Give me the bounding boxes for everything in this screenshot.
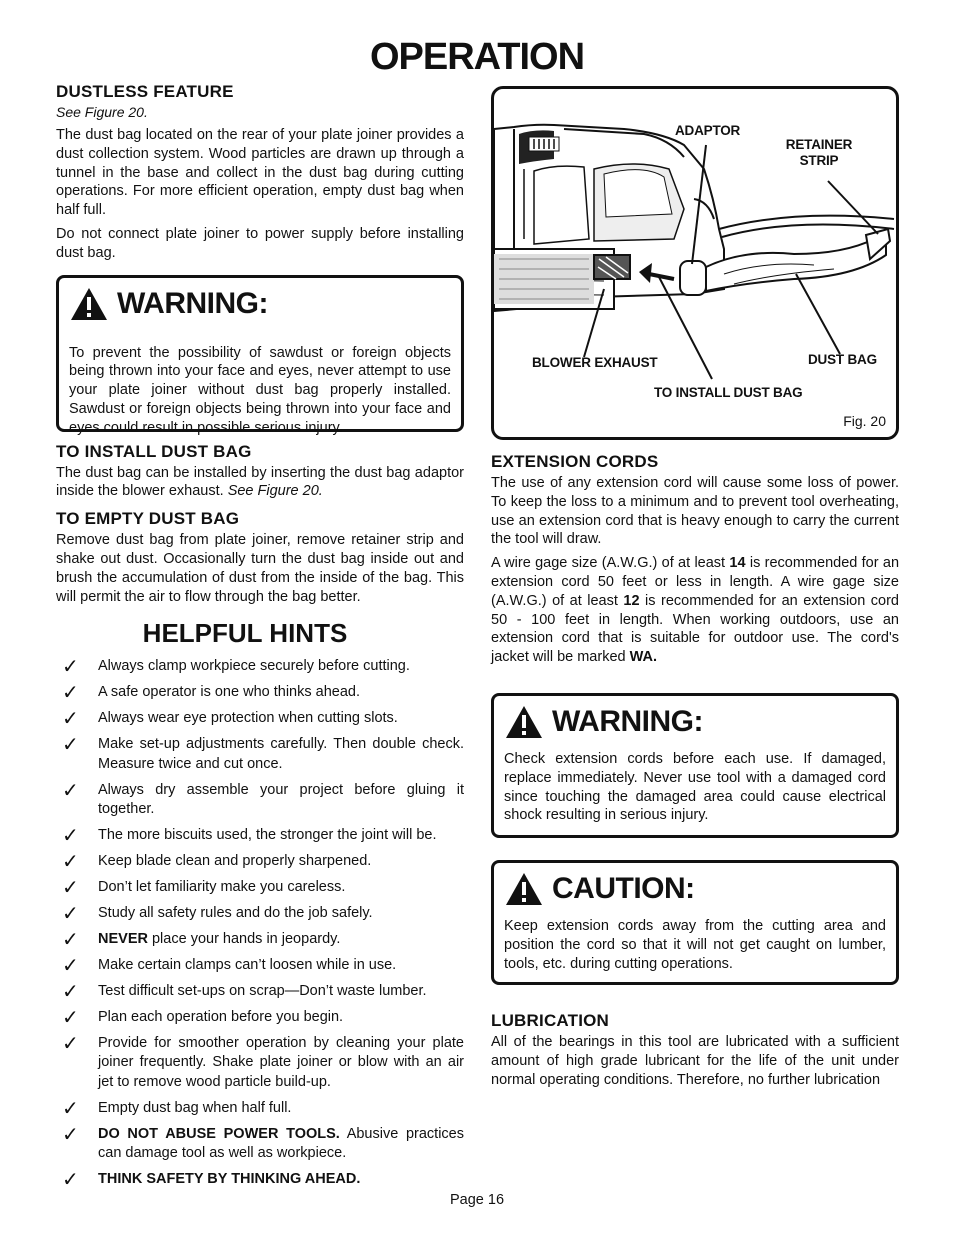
hint-text [98,1099,464,1119]
hint-plain-text: Empty dust bag when half full. [98,1099,292,1116]
hint-item [56,781,464,820]
hint-text [98,1125,464,1164]
extension-cords-heading: EXTENSION CORDS [491,452,659,471]
checkmark-icon: ✓ [62,682,79,705]
hint-plain-text: Don’t let familiarity make you careless. [98,878,346,895]
label-blower-exhaust: BLOWER EXHAUST [532,355,658,370]
caution-header [504,871,886,907]
ext-marking-wa: WA. [629,649,657,666]
hint-plain-text: Provide for smoother operation by cleaning your plate joiner frequently. Shake plate joiner or blow with an air jet to remove wood particle build-up. [98,1034,464,1090]
hint-item [56,1034,464,1093]
label-adaptor: ADAPTOR [675,123,741,138]
hint-item [56,657,464,677]
install-heading: TO INSTALL DUST BAG [56,441,252,461]
hint-text [98,852,464,872]
checkmark-icon: ✓ [62,1123,79,1146]
hint-plain-text: place your hands in jeopardy. [147,930,341,947]
hint-item [56,1170,464,1190]
ext-text-a: A wire gage size (A.W.G.) of at least [491,555,730,572]
hint-plain-text: Always wear eye protection when cutting slots. [98,710,398,727]
checkmark-icon: ✓ [62,656,79,679]
checkmark-icon: ✓ [62,1168,79,1191]
checkmark-icon: ✓ [62,1006,79,1029]
figure-20 [491,86,899,440]
hint-item [56,878,464,898]
caution-title: CAUTION: [552,871,695,905]
warning-box-dust [56,275,464,436]
warning-header [504,704,886,740]
hint-text [98,1034,464,1093]
hint-plain-text: Test difficult set-ups on scrap—Don’t waste lumber. [98,982,427,999]
warning-header [69,286,451,322]
hint-item [56,956,464,976]
hint-text [98,683,464,703]
ext-text-e: is recommended for an extension cord 50 - 100 feet in length. When working outdoors, use an extension cord that is suitable for outdoor use. The cord's jacket will be marked [491,592,899,666]
checkmark-icon: ✓ [62,980,79,1003]
warning-triangle-icon [69,286,109,322]
warning-text: To prevent the possibility of sawdust or foreign objects being thrown into your face and eyes, never attempt to use your plate joiner without dust bag properly installed. Sawdust or foreign objects being thrown into your face and eyes could result in possible serious injury. [69,344,451,436]
warning-text: Check extension cords before each use. If damaged, replace immediately. Never use tool with a damaged cord since touching the damaged area could cause electrical shock resulting in serious injury. [504,750,886,824]
hint-text [98,657,464,677]
hint-item [56,904,464,924]
checkmark-icon: ✓ [62,824,79,847]
checkmark-icon: ✓ [62,708,79,731]
checkmark-icon: ✓ [62,902,79,925]
extension-paragraph-2 [491,554,899,667]
hint-item [56,826,464,846]
hint-text [98,781,464,820]
extension-paragraph-1: The use of any extension cord will cause some loss of power. To keep the loss to a minimum and to prevent tool overheating, use an extension cord that is heavy enough to carry the current the tool will draw. [491,475,899,548]
warning-box-extension [491,693,899,838]
ext-gage-12: 12 [623,592,640,609]
install-text: The dust bag can be installed by inserting the dust bag adaptor inside the blower exhaust. [56,464,464,500]
empty-paragraph: Remove dust bag from plate joiner, remove retainer strip and shake out dust. Occasionally turn the dust bag inside out and brush the accumulation of dust from the inside of the bag. This will permit the air to flow through the bag better. [56,532,464,605]
hint-text [98,1170,464,1190]
dustless-paragraph-2: Do not connect plate joiner to power supply before installing dust bag. [56,225,464,261]
hint-plain-text: Plan each operation before you begin. [98,1008,344,1025]
label-dust-bag: DUST BAG [808,352,877,367]
label-to-install-dust-bag: TO INSTALL DUST BAG [654,385,803,400]
hint-text [98,709,464,729]
figure-caption: Fig. 20 [843,413,886,429]
dustless-see-figure: See Figure 20. [56,104,148,120]
checkmark-icon: ✓ [62,876,79,899]
hint-text [98,1008,464,1028]
empty-heading: TO EMPTY DUST BAG [56,509,240,529]
hint-plain-text: Make certain clamps can’t loosen while in use. [98,956,397,973]
checkmark-icon: ✓ [62,850,79,873]
warning-triangle-icon [504,704,544,740]
checkmark-icon: ✓ [62,1097,79,1120]
hint-item [56,683,464,703]
hints-list [56,657,464,1189]
warning-title: WARNING: [117,286,268,320]
install-paragraph [56,464,464,502]
hint-bold-text: THINK SAFETY BY THINKING AHEAD. [98,1170,361,1187]
ext-text-c: is recommended for an extension cord 50 feet or less in length. A wire gage size (A.W.G.) of at least [491,555,900,609]
hint-item [56,930,464,950]
right-column [491,86,899,1094]
checkmark-icon: ✓ [62,954,79,977]
hint-plain-text: Always dry assemble your project before gluing it together. [98,781,464,818]
hint-plain-text: Study all safety rules and do the job safely. [98,904,373,921]
hint-plain-text: Always clamp workpiece securely before cutting. [98,658,410,675]
warning-title: WARNING: [552,704,703,738]
install-see-figure: See Figure 20. [227,483,323,500]
hint-item [56,735,464,774]
hint-plain-text: A safe operator is one who thinks ahead. [98,684,360,701]
dustless-heading: DUSTLESS FEATURE [56,82,234,101]
page-title: OPERATION [369,36,585,78]
hint-text [98,982,464,1002]
checkmark-icon: ✓ [62,1032,79,1055]
lubrication-paragraph: All of the bearings in this tool are lubricated with a sufficient amount of high grade lubricant for the life of the unit under normal operating conditions. Therefore, no further lubrication [491,1033,899,1088]
helpful-hints-title: HELPFUL HINTS [142,618,348,649]
hint-text [98,735,464,774]
hint-item [56,852,464,872]
hint-text [98,956,464,976]
hint-item [56,1008,464,1028]
left-column [56,82,464,1196]
hint-item [56,982,464,1002]
label-retainer-strip: RETAINER STRIP [785,137,853,168]
dustless-paragraph-1: The dust bag located on the rear of your plate joiner provides a dust collection system. Wood particles are drawn up through a tunnel in the base and collect in the dust bag during cutting operations. For more efficient operation, empty dust bag when half full. [56,127,464,219]
hint-item [56,709,464,729]
hint-bold-text: NEVER [98,930,148,947]
hint-text [98,826,464,846]
hint-item [56,1099,464,1119]
checkmark-icon: ✓ [62,928,79,951]
checkmark-icon: ✓ [62,734,79,757]
hint-text [98,904,464,924]
hint-bold-text: DO NOT ABUSE POWER TOOLS. [98,1125,340,1142]
hint-plain-text: Make set-up adjustments carefully. Then double check. Measure twice and cut once. [98,736,464,772]
lubrication-heading: LUBRICATION [491,1010,610,1030]
hint-plain-text: Keep blade clean and properly sharpened. [98,852,372,869]
checkmark-icon: ✓ [62,779,79,802]
hint-plain-text: Abusive practices can damage tool as well as workpiece. [98,1125,464,1162]
hint-text [98,930,464,950]
caution-triangle-icon [504,871,544,907]
page-number: Page 16 [449,1192,505,1208]
hint-plain-text: The more biscuits used, the stronger the joint will be. [98,826,437,843]
caution-box [491,860,899,985]
hint-text [98,878,464,898]
caution-text: Keep extension cords away from the cutting area and position the cord so that it will not get caught on lumber, tools, etc. during cutting operations. [504,917,886,972]
hint-item [56,1125,464,1164]
ext-gage-14: 14 [729,555,746,572]
